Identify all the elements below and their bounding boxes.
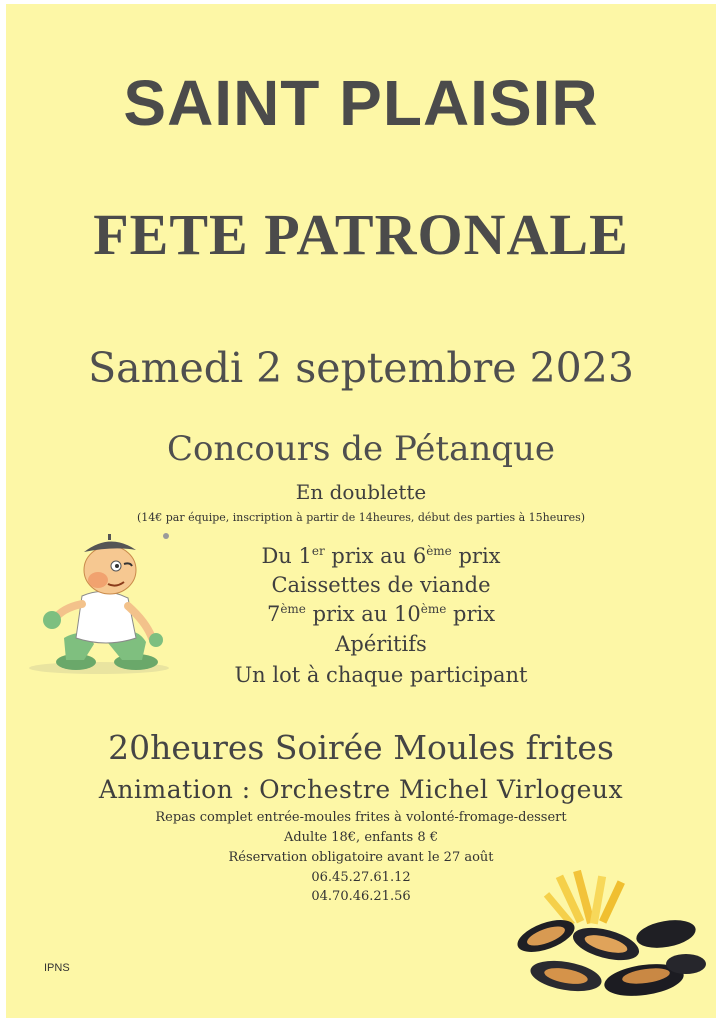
meal-description: Repas complet entrée-moules frites à volonté-fromage-dessert <box>155 810 567 825</box>
petanque-player-illustration <box>24 526 174 678</box>
evening-title: 20heures Soirée Moules frites <box>108 728 614 767</box>
contest-title: Concours de Pétanque <box>166 429 556 469</box>
prize-line-3: 7ème prix au 10ème prix <box>266 602 496 626</box>
reservation-note: Réservation obligatoire avant le 27 août <box>228 850 494 865</box>
prize-line-2: Caissettes de viande <box>271 573 491 597</box>
evening-animation: Animation : Orchestre Michel Virlogeux <box>98 775 624 804</box>
event-date: Samedi 2 septembre 2023 <box>88 344 634 392</box>
prize-line-1: Du 1er prix au 6ème prix <box>261 544 501 568</box>
contest-details: (14€ par équipe, inscription à partir de 14heures, début des parties à 15heures) <box>136 511 586 524</box>
phone-number-1: 06.45.27.61.12 <box>311 870 411 885</box>
event-title: FETE PATRONALE <box>93 202 629 267</box>
footer-ipns: IPNS <box>44 962 70 974</box>
prize-line-4: Apéritifs <box>335 632 427 656</box>
mussels-fries-illustration <box>506 864 708 1010</box>
poster-sheet <box>6 4 716 1018</box>
meal-prices: Adulte 18€, enfants 8 € <box>283 830 439 845</box>
prize-line-5: Un lot à chaque participant <box>234 663 528 687</box>
village-title: SAINT PLAISIR <box>123 67 599 139</box>
phone-number-2: 04.70.46.21.56 <box>311 889 411 904</box>
contest-format: En doublette <box>295 480 427 504</box>
